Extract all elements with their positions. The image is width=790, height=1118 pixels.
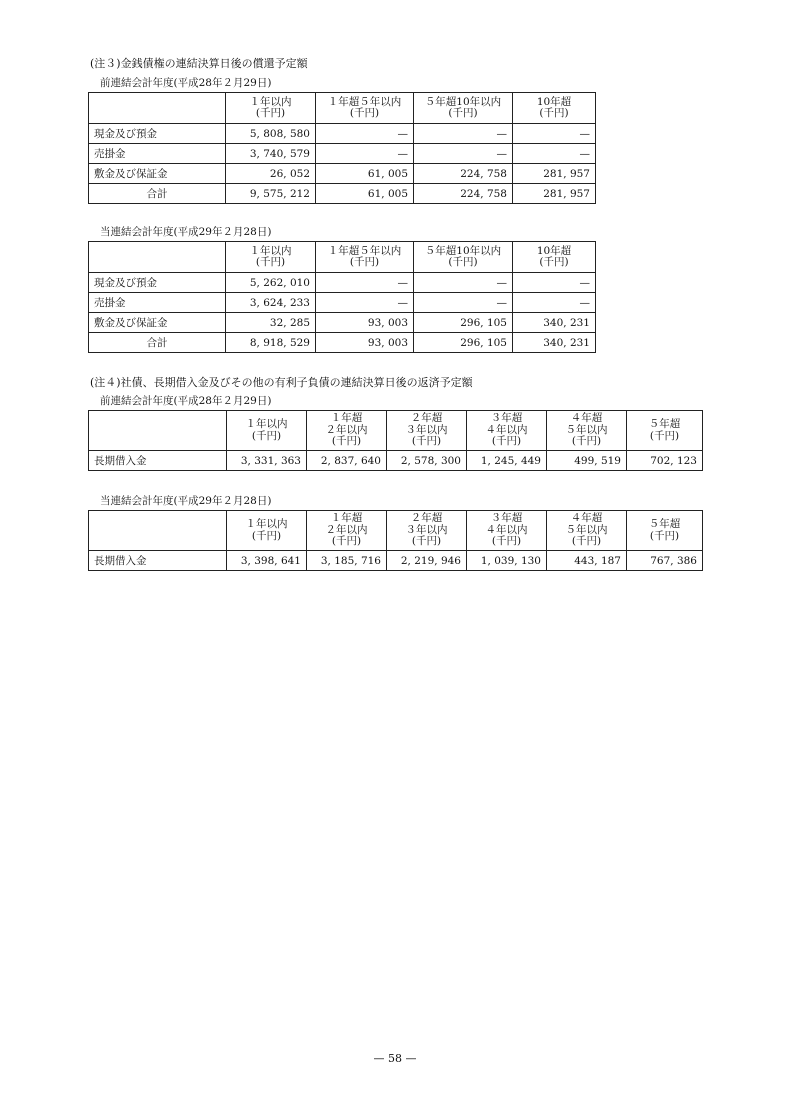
table-cell: 340, 231 (513, 333, 596, 353)
table-cell: — (513, 293, 596, 313)
table-cell: 32, 285 (226, 313, 316, 333)
row-label: 敷金及び保証金 (89, 313, 226, 333)
table-cell: 93, 003 (316, 313, 414, 333)
table-header-row (89, 511, 703, 551)
row-label: 現金及び預金 (89, 273, 226, 293)
header-cell: １年超５年以内 (千円) (316, 242, 414, 273)
table-cell: — (513, 124, 596, 144)
header-corner (89, 242, 226, 273)
table-cell: 5, 808, 580 (226, 124, 316, 144)
note4-table2-period: 当連結会計年度(平成29年２月28日) (100, 495, 272, 507)
table-cell: 281, 957 (513, 164, 596, 184)
header-cell: １年以内 (千円) (226, 242, 316, 273)
table-row (89, 164, 596, 184)
note3-table1-period: 前連結会計年度(平成28年２月29日) (100, 77, 272, 89)
note4-table2 (88, 510, 703, 571)
row-label: 合計 (89, 333, 226, 353)
note3-table1 (88, 92, 596, 204)
row-label: 現金及び預金 (89, 124, 226, 144)
header-cell: ５年超 (千円) (627, 411, 703, 451)
note3-table2-period: 当連結会計年度(平成29年２月28日) (100, 226, 272, 238)
row-label: 敷金及び保証金 (89, 164, 226, 184)
table-cell: 224, 758 (414, 164, 513, 184)
table-cell: 296, 105 (414, 333, 513, 353)
header-cell: １年超５年以内 (千円) (316, 93, 414, 124)
table-cell: 61, 005 (316, 184, 414, 204)
table-cell: 5, 262, 010 (226, 273, 316, 293)
note4-title: (注４)社債、長期借入金及びその他の有利子負債の連結決算日後の返済予定額 (90, 376, 473, 389)
header-cell: 10年超 (千円) (513, 93, 596, 124)
table-cell: — (316, 124, 414, 144)
header-cell: １年以内 (千円) (227, 511, 307, 551)
header-cell: ４年超 ５年以内 (千円) (547, 411, 627, 451)
table-row (89, 124, 596, 144)
table-cell: 1, 245, 449 (467, 451, 547, 471)
table-cell: 9, 575, 212 (226, 184, 316, 204)
table-cell: — (316, 293, 414, 313)
table-header-row (89, 93, 596, 124)
table-cell: 3, 185, 716 (307, 551, 387, 571)
header-cell: ５年超10年以内 (千円) (414, 93, 513, 124)
table-cell: 499, 519 (547, 451, 627, 471)
row-label: 売掛金 (89, 144, 226, 164)
table-cell: 2, 578, 300 (387, 451, 467, 471)
table-cell: 2, 219, 946 (387, 551, 467, 571)
table-row (89, 144, 596, 164)
table-cell: 3, 398, 641 (227, 551, 307, 571)
note4-table1 (88, 410, 703, 471)
row-label: 売掛金 (89, 293, 226, 313)
header-cell: ５年超10年以内 (千円) (414, 242, 513, 273)
header-cell: ３年超 ４年以内 (千円) (467, 411, 547, 451)
table-header-row (89, 411, 703, 451)
note3-title: (注３)金銭債権の連結決算日後の償還予定額 (90, 57, 308, 70)
table-cell: — (414, 124, 513, 144)
header-cell: 10年超 (千円) (513, 242, 596, 273)
table-cell: 1, 039, 130 (467, 551, 547, 571)
table-cell: 702, 123 (627, 451, 703, 471)
table-cell: 443, 187 (547, 551, 627, 571)
table-cell: 224, 758 (414, 184, 513, 204)
note4-table1-period: 前連結会計年度(平成28年２月29日) (100, 395, 272, 407)
table-cell: 340, 231 (513, 313, 596, 333)
table-total-row (89, 184, 596, 204)
row-label: 長期借入金 (89, 451, 227, 471)
table-row (89, 273, 596, 293)
table-cell: — (414, 144, 513, 164)
header-corner (89, 511, 227, 551)
table-row (89, 551, 703, 571)
table-cell: 281, 957 (513, 184, 596, 204)
table-row (89, 313, 596, 333)
table-cell: — (513, 144, 596, 164)
table-row (89, 293, 596, 313)
table-cell: 296, 105 (414, 313, 513, 333)
header-cell: ５年超 (千円) (627, 511, 703, 551)
table-cell: 93, 003 (316, 333, 414, 353)
header-cell: ２年超 ３年以内 (千円) (387, 411, 467, 451)
header-cell: １年以内 (千円) (227, 411, 307, 451)
header-cell: ２年超 ３年以内 (千円) (387, 511, 467, 551)
table-cell: 26, 052 (226, 164, 316, 184)
page-number: — 58 — (373, 1052, 417, 1065)
header-cell: １年超 ２年以内 (千円) (307, 411, 387, 451)
header-cell: １年超 ２年以内 (千円) (307, 511, 387, 551)
table-row (89, 451, 703, 471)
table-cell: 2, 837, 640 (307, 451, 387, 471)
table-cell: — (513, 273, 596, 293)
table-cell: 3, 740, 579 (226, 144, 316, 164)
table-cell: 3, 624, 233 (226, 293, 316, 313)
table-cell: 8, 918, 529 (226, 333, 316, 353)
table-cell: — (316, 144, 414, 164)
table-cell: 767, 386 (627, 551, 703, 571)
row-label: 合計 (89, 184, 226, 204)
row-label: 長期借入金 (89, 551, 227, 571)
note3-table2 (88, 241, 596, 353)
table-cell: 3, 331, 363 (227, 451, 307, 471)
table-cell: — (414, 293, 513, 313)
header-cell: １年以内 (千円) (226, 93, 316, 124)
header-corner (89, 411, 227, 451)
table-cell: — (414, 273, 513, 293)
header-cell: ４年超 ５年以内 (千円) (547, 511, 627, 551)
header-corner (89, 93, 226, 124)
table-header-row (89, 242, 596, 273)
table-total-row (89, 333, 596, 353)
table-cell: 61, 005 (316, 164, 414, 184)
table-cell: — (316, 273, 414, 293)
header-cell: ３年超 ４年以内 (千円) (467, 511, 547, 551)
